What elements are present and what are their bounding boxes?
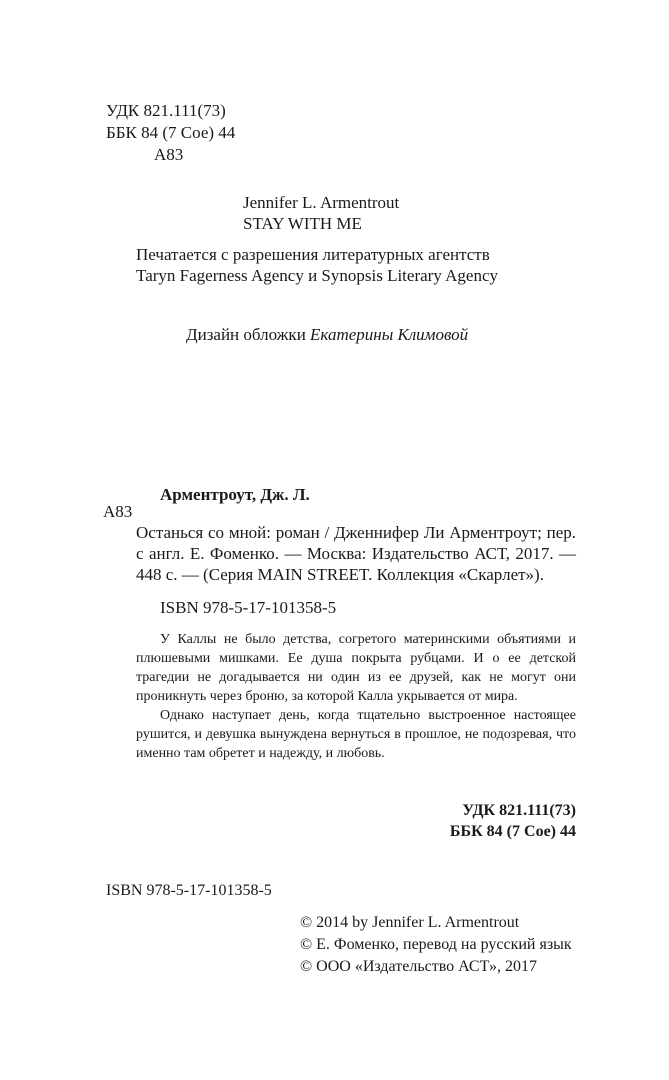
udk-code: УДК 821.111(73) xyxy=(106,101,226,120)
permission-line-2: Taryn Fagerness Agency и Synopsis Literary Agency xyxy=(136,266,498,285)
bbk-code-bold: ББК 84 (7 Сое) 44 xyxy=(449,823,576,840)
bbk-code: ББК 84 (7 Сое) 44 xyxy=(106,123,236,142)
design-prefix: Дизайн обложки xyxy=(186,325,311,344)
copyright-line-1: © 2014 by Jennifer L. Armentrout xyxy=(300,914,520,931)
copyright-line-2: © Е. Фоменко, перевод на русский язык xyxy=(300,936,572,953)
cover-design-credit xyxy=(186,324,468,345)
annotation-paragraph-2: Однако наступает день, когда тщательно выстроенное настоящее рушится, и девушка вынуждена вернуться в прошлое, не подозревая, что именно там обретет и надежду, и любовь. xyxy=(136,708,576,761)
catalog-isbn: ISBN 978-5-17-101358-5 xyxy=(160,598,337,617)
footer-isbn: ISBN 978-5-17-101358-5 xyxy=(106,882,272,899)
copyright-line-3: © ООО «Издательство АСТ», 2017 xyxy=(300,958,537,975)
catalog-code: А83 xyxy=(103,502,133,521)
classification-footer xyxy=(360,800,576,842)
author-mark: А83 xyxy=(154,145,184,164)
catalog-description-text: Останься со мной: роман / Дженнифер Ли Арментроут; пер. с англ. Е. Фоменко. — Москва: Издательство АСТ, 2017. — 448 с. — (Серия MAIN STREET. Коллекция «Скарлет»). xyxy=(136,523,576,584)
permission-line-1: Печатается с разрешения литературных агентств xyxy=(136,245,490,264)
annotation-paragraph-1: У Каллы не было детства, согретого материнскими объятиями и плюшевыми мишками. Ее душа покрыта рубцами. И о ее детской трагедии не догадывается ни один из ее друзей, как не могут они проникнуть через броню, за которой Калла укрывается от мира. xyxy=(136,632,576,704)
original-edition xyxy=(243,192,399,234)
original-author: Jennifer L. Armentrout xyxy=(243,193,400,212)
original-title: STAY WITH ME xyxy=(243,214,362,233)
permission-notice xyxy=(136,244,498,286)
copyright-block xyxy=(300,912,572,978)
catalog-author: Арментроут, Дж. Л. xyxy=(160,485,310,504)
catalog-description xyxy=(136,501,576,585)
udk-code-bold: УДК 821.111(73) xyxy=(462,802,576,819)
classification-header xyxy=(106,100,235,166)
annotation xyxy=(136,630,576,763)
designer-name: Екатерины Климовой xyxy=(310,325,469,344)
